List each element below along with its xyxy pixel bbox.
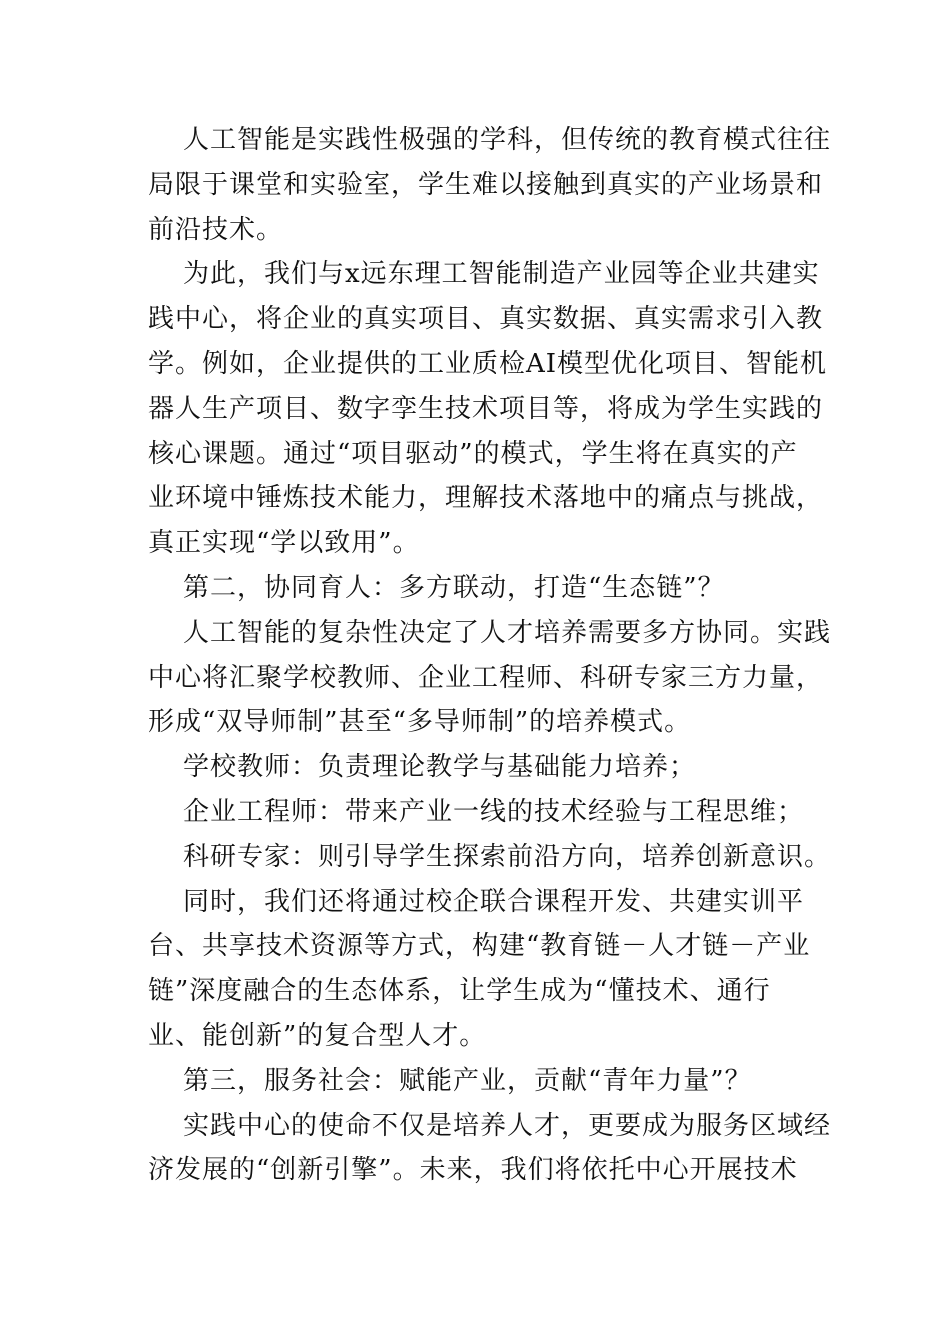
text-line: 业、能创新”的复合型人才。: [148, 1020, 487, 1051]
text-line: 为此，我们与x远东理工智能制造产业园等企业共建实: [183, 259, 820, 290]
text-line: 学校教师：负责理论教学与基础能力培养；: [183, 752, 697, 783]
text-line: 器人生产项目、数字孪生技术项目等，将成为学生实践的: [148, 393, 824, 424]
text-line: 济发展的“创新引擎”。未来，我们将依托中心开展技术: [148, 1155, 798, 1186]
text-line: 台、共享技术资源等方式，构建“教育链－人才链－产业: [148, 931, 811, 962]
text-line: 形成“双导师制”甚至“多导师制”的培养模式。: [148, 707, 692, 738]
text-line: 人工智能是实践性极强的学科，但传统的教育模式往往: [183, 125, 832, 155]
text-line: 核心课题。通过“项目驱动”的模式，学生将在真实的产: [148, 438, 798, 469]
text-line: 中心将汇聚学校教师、企业工程师、科研专家三方力量，: [148, 662, 824, 693]
text-line: 人工智能的复杂性决定了人才培养需要多方协同。实践: [183, 617, 832, 648]
text-line: 同时，我们还将通过校企联合课程开发、共建实训平: [183, 886, 805, 917]
text-line: 实践中心的使命不仅是培养人才，更要成为服务区域经: [183, 1110, 832, 1141]
text-line: 局限于课堂和实验室，学生难以接触到真实的产业场景和: [148, 169, 824, 200]
text-line: 第二，协同育人：多方联动，打造“生态链”？: [183, 572, 725, 603]
text-line: 前沿技术。: [148, 214, 284, 245]
text-line: 科研专家：则引导学生探索前沿方向，培养创新意识。: [183, 841, 832, 872]
text-line: 第三，服务社会：赋能产业，贡献“青年力量”？: [183, 1065, 752, 1096]
text-line: 业环境中锤炼技术能力，理解技术落地中的痛点与挑战，: [148, 483, 824, 514]
document-page: [148, 118, 832, 1193]
text-line: 企业工程师：带来产业一线的技术经验与工程思维；: [183, 796, 805, 827]
text-line: 链”深度融合的生态体系，让学生成为“懂技术、通行: [148, 976, 771, 1007]
text-line: 真正实现“学以致用”。: [148, 528, 420, 559]
text-line: 践中心，将企业的真实项目、真实数据、真实需求引入教: [148, 304, 824, 335]
text-line: 学。例如，企业提供的工业质检AI模型优化项目、智能机: [148, 348, 828, 379]
